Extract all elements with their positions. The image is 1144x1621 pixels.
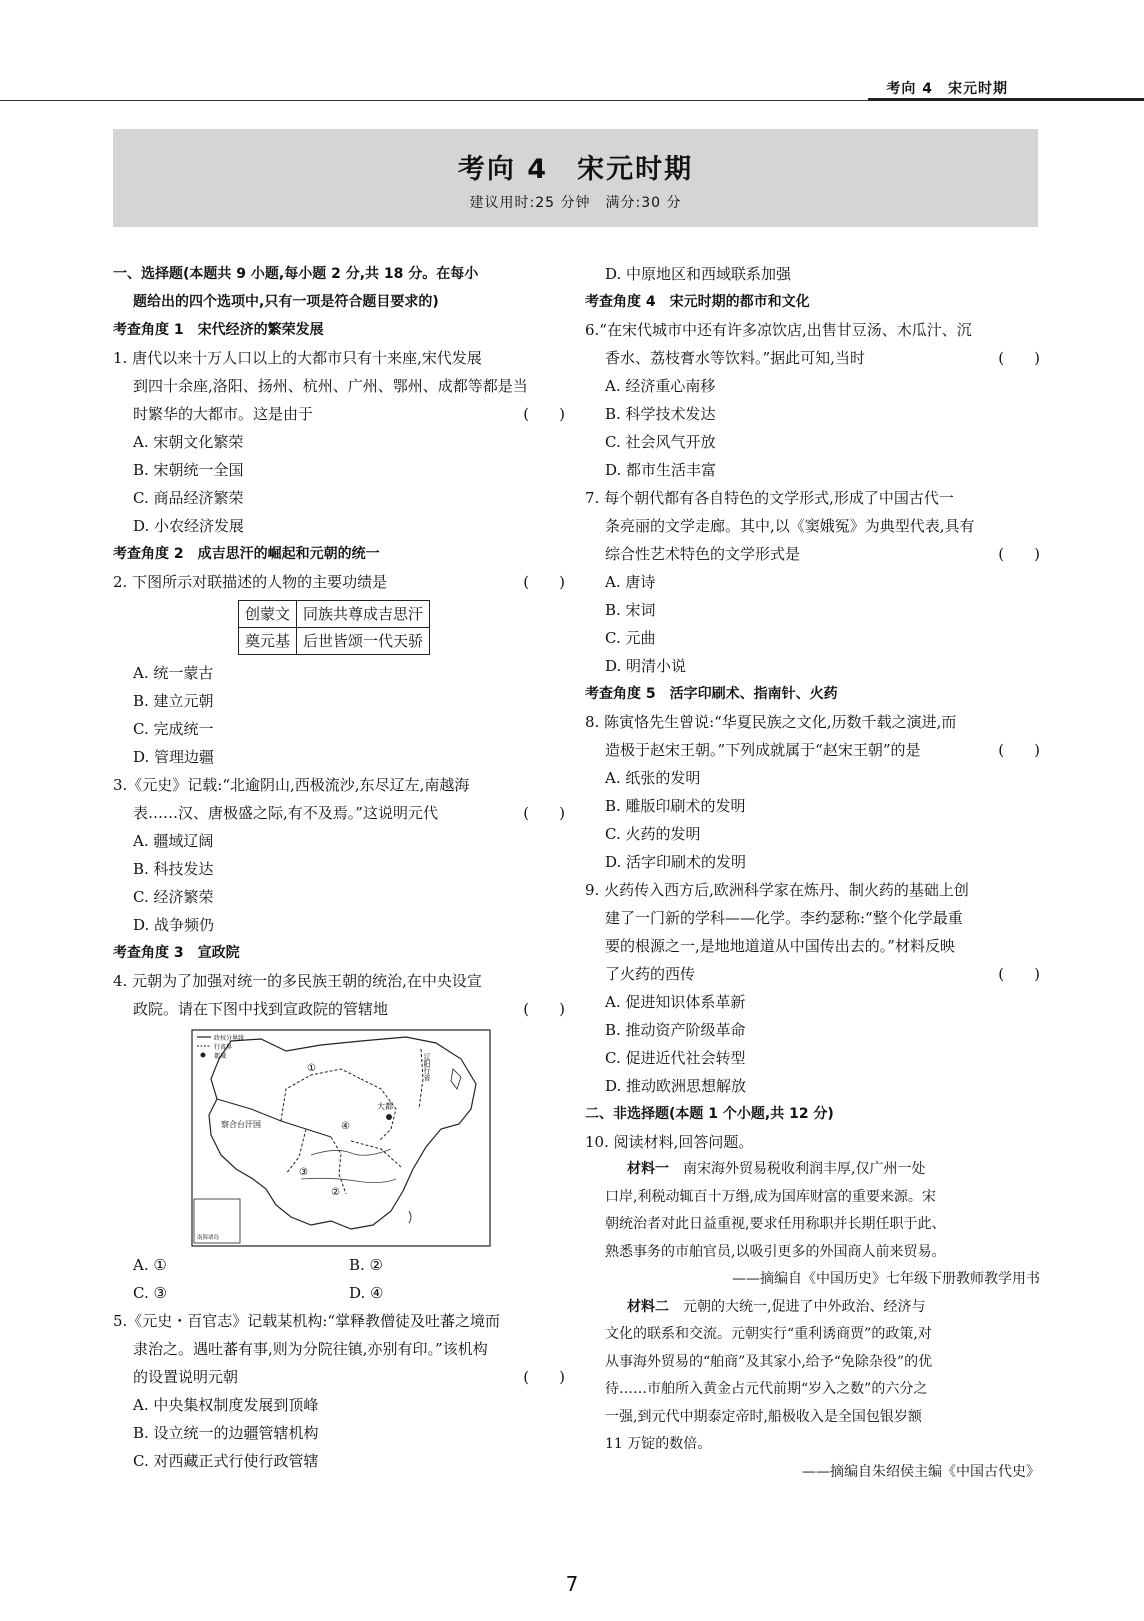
q4-stem-1: 4. 元朝为了加强对统一的多民族王朝的统治,在中央设宣 xyxy=(113,972,482,990)
page-title: 考向 4 宋元时期 xyxy=(457,154,694,185)
q8-option-c[interactable]: C. 火药的发明 xyxy=(605,825,701,843)
angle-4-heading: 考查角度 4 宋元时期的都市和文化 xyxy=(585,294,810,310)
map-inset-label: 南海诸岛 xyxy=(197,1235,220,1241)
q6-option-a[interactable]: A. 经济重心南移 xyxy=(605,377,716,395)
q4-stem-2: 政院。请在下图中找到宣政院的管辖地 xyxy=(133,1000,389,1018)
q5-option-a[interactable]: A. 中央集权制度发展到顶峰 xyxy=(133,1396,319,1414)
q9-option-b[interactable]: B. 推动资产阶级革命 xyxy=(605,1021,746,1039)
q9-stem-2: 建了一门新的学科——化学。李约瑟称:“整个化学最重 xyxy=(605,909,963,927)
legend-capital-label: 都城 xyxy=(214,1053,227,1060)
q1-option-c[interactable]: C. 商品经济繁荣 xyxy=(133,489,244,507)
q6-option-c[interactable]: C. 社会风气开放 xyxy=(605,433,716,451)
q2-option-b[interactable]: B. 建立元朝 xyxy=(133,692,214,710)
q8-option-a[interactable]: A. 纸张的发明 xyxy=(605,769,701,787)
q7-option-a[interactable]: A. 唐诗 xyxy=(605,573,656,591)
q9-option-a[interactable]: A. 促进知识体系革新 xyxy=(605,993,746,1011)
q5-stem-1: 5.《元史・百官志》记载某机构:“掌释教僧徒及吐蕃之境而 xyxy=(113,1312,501,1330)
map-marker-1: ① xyxy=(307,1063,316,1074)
q6-answer-bracket[interactable]: ( ) xyxy=(998,349,1040,367)
q3-answer-bracket[interactable]: ( ) xyxy=(523,804,565,822)
q4-option-c[interactable]: C. ③ xyxy=(133,1284,167,1302)
couplet-cell: 同族共尊成吉思汗 xyxy=(297,601,430,628)
map-marker-4: ④ xyxy=(341,1121,350,1132)
material-1-text: 南宋海外贸易税收利润丰厚,仅广州一处 xyxy=(683,1161,926,1177)
question-5 xyxy=(113,1307,565,1475)
material-2-text: 待……市舶所入黄金占元代前期“岁入之数”的六分之 xyxy=(605,1381,928,1397)
q5-stem-3: 的设置说明元朝 xyxy=(133,1368,239,1386)
q9-stem-3: 要的根源之一,是地地道道从中国传出去的。”材料反映 xyxy=(605,937,955,955)
material-2-text: 11 万锭的数倍。 xyxy=(605,1436,712,1452)
map-liaoyang-label: 辽阳行省 xyxy=(423,1053,431,1081)
q4-answer-bracket[interactable]: ( ) xyxy=(523,1000,565,1018)
q7-option-b[interactable]: B. 宋词 xyxy=(605,601,656,619)
map-marker-2: ② xyxy=(331,1187,340,1198)
q3-option-c[interactable]: C. 经济繁荣 xyxy=(133,888,214,906)
q3-option-a[interactable]: A. 疆域辽阔 xyxy=(133,832,214,850)
q1-stem-3: 时繁华的大都市。这是由于 xyxy=(133,405,314,423)
question-9 xyxy=(585,876,1040,1100)
map-chagatai-label: 察合台汗国 xyxy=(221,1120,261,1129)
part1-title: 一、选择题(本题共 9 小题,每小题 2 分,共 18 分。在每小 xyxy=(113,266,479,282)
q9-answer-bracket[interactable]: ( ) xyxy=(998,965,1040,983)
q2-answer-bracket[interactable]: ( ) xyxy=(523,573,565,591)
title-banner xyxy=(113,129,1038,227)
material-1-text: 熟悉事务的市舶官员,以吸引更多的外国商人前来贸易。 xyxy=(605,1243,946,1260)
q9-stem-1: 9. 火药传入西方后,欧洲科学家在炼丹、制火药的基础上创 xyxy=(585,881,969,899)
q8-stem-1: 8. 陈寅恪先生曾说:“华夏民族之文化,历数千载之演进,而 xyxy=(585,713,957,731)
q5-option-b[interactable]: B. 设立统一的边疆管辖机构 xyxy=(133,1424,319,1442)
map-marker-3: ③ xyxy=(299,1167,308,1178)
header-rule-accent xyxy=(868,98,1144,101)
material-2-text: 一强,到元代中期泰定帝时,船极收入是全国包银岁额 xyxy=(605,1408,922,1425)
q4-option-a[interactable]: A. ① xyxy=(133,1256,167,1274)
map-capital-label: 大都 xyxy=(377,1102,393,1111)
q7-option-d[interactable]: D. 明清小说 xyxy=(605,657,687,675)
page-subtitle: 建议用时:25 分钟 满分:30 分 xyxy=(469,195,682,211)
question-7 xyxy=(585,484,1040,680)
material-2 xyxy=(585,1294,1040,1487)
angle-3-heading: 考查角度 3 宣政院 xyxy=(113,945,240,961)
q7-stem-1: 7. 每个朝代都有各自特色的文学形式,形成了中国古代一 xyxy=(585,489,954,507)
q1-option-a[interactable]: A. 宋朝文化繁荣 xyxy=(133,433,244,451)
q1-stem-2: 到四十余座,洛阳、扬州、杭州、广州、鄂州、成都等都是当 xyxy=(133,377,528,395)
material-1-source: ——摘编自《中国历史》七年级下册教师教学用书 xyxy=(732,1271,1040,1287)
material-2-text: 从事海外贸易的“舶商”及其家小,给予“免除杂役”的优 xyxy=(605,1353,933,1370)
couplet-cell: 奠元基 xyxy=(239,628,297,655)
question-1 xyxy=(113,344,565,540)
q6-option-b[interactable]: B. 科学技术发达 xyxy=(605,405,716,423)
q1-option-b[interactable]: B. 宋朝统一全国 xyxy=(133,461,244,479)
yuan-dynasty-map xyxy=(191,1029,491,1247)
part2-title: 二、非选择题(本题 1 个小题,共 12 分) xyxy=(585,1106,834,1122)
q9-option-d[interactable]: D. 推动欧洲思想解放 xyxy=(605,1077,747,1095)
q4-option-b[interactable]: B. ② xyxy=(349,1256,384,1274)
question-3 xyxy=(113,771,565,939)
q2-option-c[interactable]: C. 完成统一 xyxy=(133,720,214,738)
question-4 xyxy=(113,967,565,1307)
q2-option-a[interactable]: A. 统一蒙古 xyxy=(133,664,214,682)
q6-option-d[interactable]: D. 都市生活丰富 xyxy=(605,461,717,479)
material-2-text: 元朝的大统一,促进了中外政治、经济与 xyxy=(683,1298,926,1315)
part1-title-cont: 题给出的四个选项中,只有一项是符合题目要求的) xyxy=(133,294,439,310)
q5-stem-2: 隶治之。遇吐蕃有事,则为分院往镇,亦别有印。”该机构 xyxy=(133,1340,488,1358)
material-1-label: 材料一 xyxy=(627,1161,669,1177)
q4-option-d[interactable]: D. ④ xyxy=(349,1284,384,1302)
q1-stem-1: 1. 唐代以来十万人口以上的大都市只有十来座,宋代发展 xyxy=(113,349,482,367)
question-2 xyxy=(113,568,565,771)
q6-stem-1: 6.“在宋代城市中还有许多凉饮店,出售甘豆汤、木瓜汁、沉 xyxy=(585,321,972,339)
q7-option-c[interactable]: C. 元曲 xyxy=(605,629,656,647)
q8-option-b[interactable]: B. 雕版印刷术的发明 xyxy=(605,797,746,815)
q9-option-c[interactable]: C. 促进近代社会转型 xyxy=(605,1049,746,1067)
angle-5-heading: 考查角度 5 活字印刷术、指南针、火药 xyxy=(585,686,838,702)
q3-stem-2: 表……汉、唐极盛之际,有不及焉。”这说明元代 xyxy=(133,804,438,822)
q7-answer-bracket[interactable]: ( ) xyxy=(998,545,1040,563)
running-header: 考向 4 宋元时期 xyxy=(886,81,1008,97)
q3-option-d[interactable]: D. 战争频仍 xyxy=(133,916,215,934)
material-1 xyxy=(585,1156,1040,1294)
q7-stem-3: 综合性艺术特色的文学形式是 xyxy=(605,545,801,563)
legend-province-label: 行省界 xyxy=(214,1044,233,1051)
question-6 xyxy=(585,316,1040,484)
q6-stem-2: 香水、荔枝膏水等饮料。”据此可知,当时 xyxy=(605,349,865,367)
angle-2-heading: 考查角度 2 成吉思汗的崛起和元朝的统一 xyxy=(113,546,380,562)
page-number: 7 xyxy=(565,1572,579,1596)
material-2-text: 文化的联系和交流。元朝实行“重利诱商贾”的政策,对 xyxy=(605,1326,932,1342)
couplet-cell: 创蒙文 xyxy=(239,601,297,628)
q8-answer-bracket[interactable]: ( ) xyxy=(998,741,1040,759)
q2-option-d[interactable]: D. 管理边疆 xyxy=(133,748,215,766)
q10-stem: 10. 阅读材料,回答问题。 xyxy=(585,1133,754,1151)
q3-stem-1: 3.《元史》记载:“北逾阴山,西极流沙,东尽辽左,南越海 xyxy=(113,776,470,794)
material-2-source: ——摘编自朱绍侯主编《中国古代史》 xyxy=(802,1463,1040,1480)
q5-answer-bracket[interactable]: ( ) xyxy=(523,1368,565,1386)
material-1-text: 口岸,利税动辄百十万缗,成为国库财富的重要来源。宋 xyxy=(605,1188,936,1205)
couplet-table xyxy=(238,600,430,655)
q3-option-b[interactable]: B. 科技发达 xyxy=(133,860,214,878)
question-8 xyxy=(585,708,1040,876)
couplet-cell: 后世皆颂一代天骄 xyxy=(297,628,430,655)
question-10 xyxy=(585,1128,1040,1486)
q8-option-d[interactable]: D. 活字印刷术的发明 xyxy=(605,853,747,871)
angle-1-heading: 考查角度 1 宋代经济的繁荣发展 xyxy=(113,322,324,338)
q7-stem-2: 条亮丽的文学走廊。其中,以《窦娥冤》为典型代表,具有 xyxy=(605,517,975,535)
q8-stem-2: 造极于赵宋王朝。”下列成就属于“赵宋王朝”的是 xyxy=(605,741,921,759)
q5-option-c[interactable]: C. 对西藏正式行使行政管辖 xyxy=(133,1452,319,1470)
right-column xyxy=(585,260,1040,1486)
material-1-text: 朝统治者对此日益重视,要求任用称职并长期任职于此、 xyxy=(605,1216,946,1232)
q2-stem-1: 2. 下图所示对联描述的人物的主要功绩是 xyxy=(113,573,388,591)
material-2-label: 材料二 xyxy=(627,1298,669,1315)
q1-option-d[interactable]: D. 小农经济发展 xyxy=(133,517,245,535)
q9-stem-4: 了火药的西传 xyxy=(605,965,696,983)
left-column xyxy=(113,260,565,1475)
q5-option-d[interactable]: D. 中原地区和西域联系加强 xyxy=(605,265,792,283)
legend-border-label: 政权分界线 xyxy=(214,1035,245,1042)
q1-answer-bracket[interactable]: ( ) xyxy=(523,405,565,423)
